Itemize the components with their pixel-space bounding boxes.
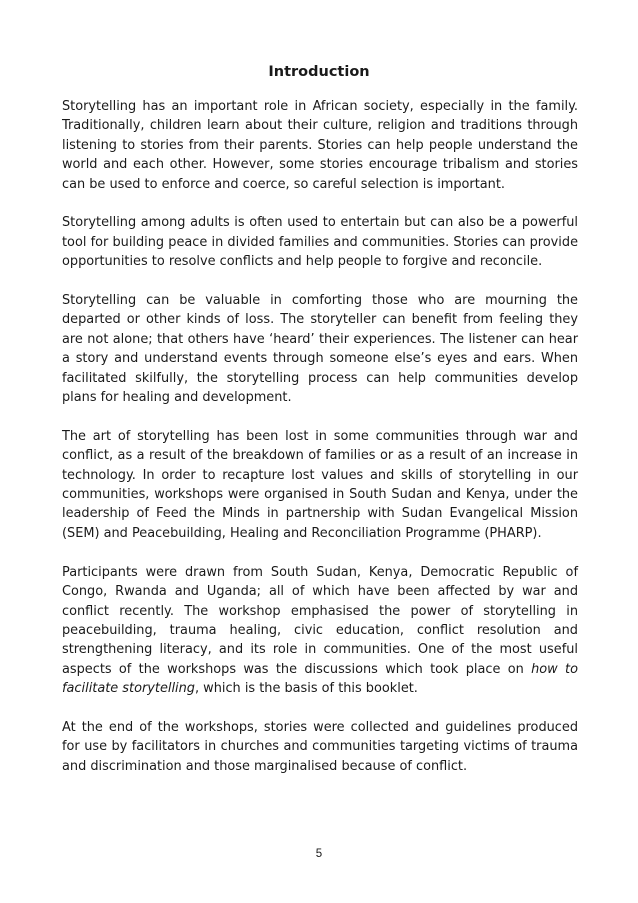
paragraph-5-italic-phrase: how to facilitate storytelling [62, 661, 578, 697]
paragraph-5-text-start: Participants were drawn from South Sudan, Kenya, Democratic Republic of Congo, Rwanda and Uganda; all of which have been affected by war and conflict recently. The workshop emphasised the power of storytelling in peacebuilding, trauma healing, civic education, conflict resolution and strengthening literacy, and its role in communities. One of the most useful aspects of the workshops was the discussions which took place on [62, 564, 578, 677]
body-text [62, 97, 578, 796]
paragraph-2: Storytelling among adults is often used to entertain but can also be a powerful tool for building peace in divided families and communities. Stories can provide opportunities to resolve conflicts and help people to forgive and reconcile. [62, 215, 578, 270]
paragraph-5 [62, 563, 578, 699]
page-title: Introduction [268, 64, 370, 80]
paragraph-1: Storytelling has an important role in African society, especially in the family. Traditionally, children learn about their culture, religion and traditions through listening to stories from their parents. Stories can help people understand the world and each other. However, some stories encourage tribalism and stories can be used to enforce and coerce, so careful selection is important. [62, 99, 578, 192]
paragraph-4: The art of storytelling has been lost in some communities through war and conflict, as a result of the breakdown of families or as a result of an increase in technology. In order to recapture lost values and skills of storytelling in our communities, workshops were organised in South Sudan and Kenya, under the leadership of Feed the Minds in partnership with Sudan Evangelical Mission (SEM) and Peacebuilding, Healing and Reconciliation Programme (PHARP). [62, 428, 578, 541]
paragraph-3: Storytelling can be valuable in comforting those who are mourning the departed or other kinds of loss. The storyteller can benefit from feeling they are not alone; that others have ‘heard’ their experiences. The listener can hear a story and understand events through someone else’s eyes and ears. When facilitated skilfully, the storytelling process can help communities develop plans for healing and development. [62, 293, 578, 406]
paragraph-6: At the end of the workshops, stories were collected and guidelines produced for use by facilitators in churches and communities targeting victims of trauma and discrimination and those marginalised because of conflict. [62, 719, 578, 774]
page-number: 5 [315, 848, 323, 860]
paragraph-5-text-end: , which is the basis of this booklet. [194, 681, 418, 697]
